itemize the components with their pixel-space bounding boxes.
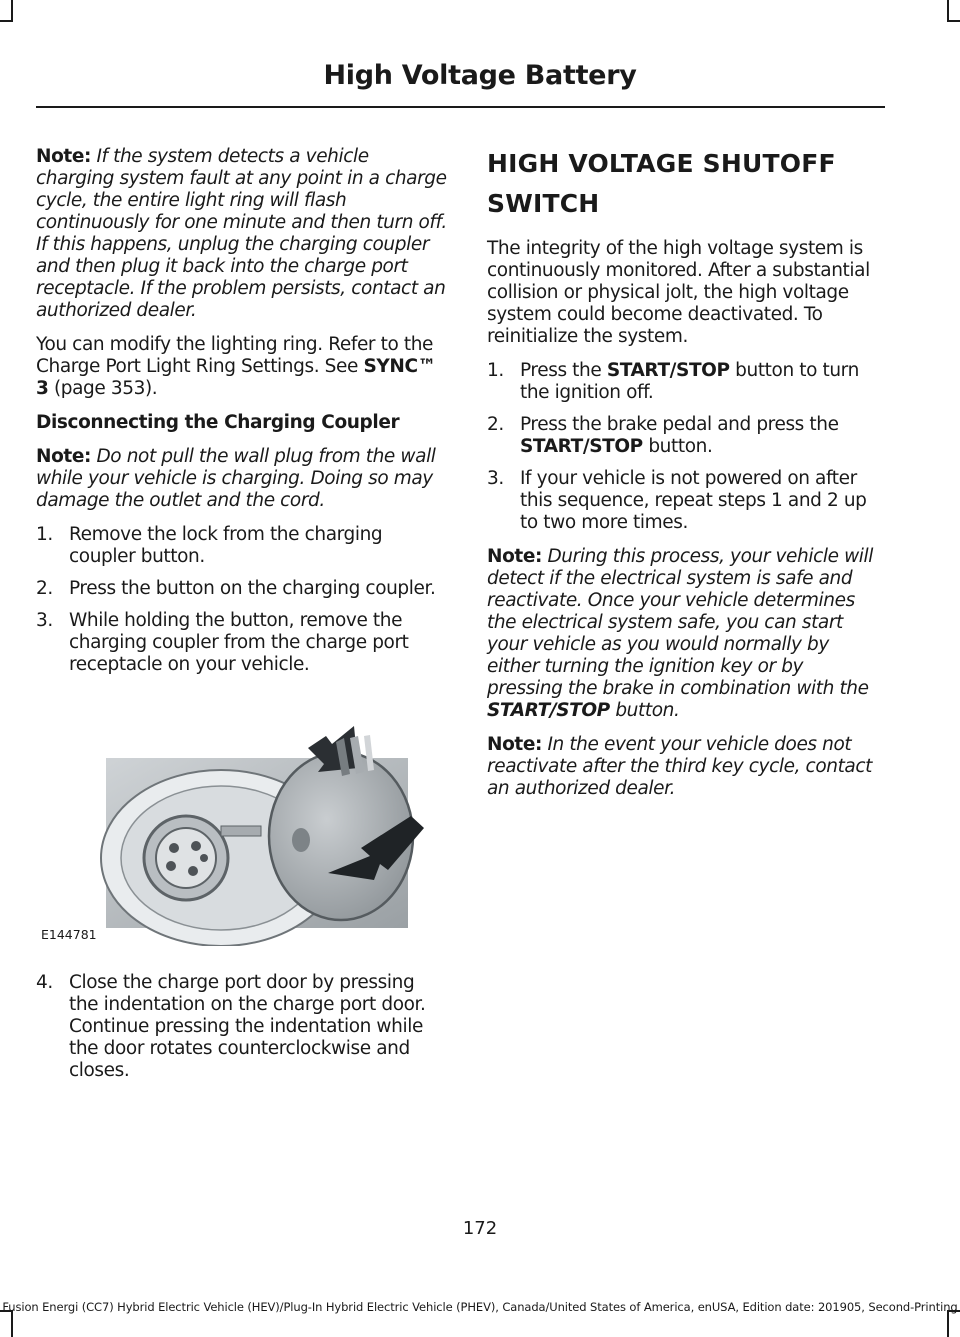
step-number: 2. xyxy=(487,414,504,435)
charge-port-illustration xyxy=(36,698,448,946)
list-item xyxy=(487,360,883,404)
section-title xyxy=(487,146,883,222)
charge-port-drawing xyxy=(36,698,448,946)
page-number: 172 xyxy=(462,1218,498,1239)
crop-mark xyxy=(0,20,13,22)
note-dealer xyxy=(487,734,883,800)
sync-link[interactable]: SYNC™ 3 xyxy=(36,356,436,399)
section-title-line: SWITCH xyxy=(487,189,600,218)
note-label: Note: xyxy=(487,546,542,567)
left-column xyxy=(36,146,448,1094)
note-wall-plug xyxy=(36,446,448,512)
step-number: 3. xyxy=(487,468,504,489)
step-text: If your vehicle is not powered on after this sequence, repeat steps 1 and 2 up to two more times. xyxy=(520,468,867,533)
note-text: button. xyxy=(609,700,680,721)
list-item xyxy=(36,972,448,1082)
button-name: START/STOP xyxy=(606,360,730,381)
section-title-line: HIGH VOLTAGE SHUTOFF xyxy=(487,149,836,178)
crop-mark xyxy=(11,0,13,22)
step-text: While holding the button, remove the charging coupler from the charge port receptacle on your vehicle. xyxy=(69,610,409,675)
step-number: 2. xyxy=(36,578,53,599)
list-item xyxy=(487,468,883,534)
step-text: button to turn the ignition off. xyxy=(520,360,859,403)
subheading-disconnecting: Disconnecting the Charging Coupler xyxy=(36,412,400,433)
close-door-steps xyxy=(36,972,448,1082)
header-rule xyxy=(36,106,885,108)
step-number: 1. xyxy=(36,524,53,545)
light-ring-paragraph xyxy=(36,334,448,400)
step-text: Press the xyxy=(520,360,607,381)
crop-mark xyxy=(947,20,960,22)
right-column xyxy=(487,146,883,812)
note-text: During this process, your vehicle will detect if the electrical system is safe and reactivate. Once your vehicle determines the electrical system safe, you can start your vehicle as you would normally by either turning the ignition key or by pressing the brake in combination with the xyxy=(487,546,874,699)
step-number: 4. xyxy=(36,972,53,993)
step-text: Remove the lock from the charging coupler button. xyxy=(69,524,383,567)
step-text: Close the charge port door by pressing the indentation on the charge port door. Continue pressing the indentation while the door rotates counterclockwise and closes. xyxy=(69,972,426,1081)
note-process xyxy=(487,546,883,722)
note-charging-fault xyxy=(36,146,448,322)
figure-code: E144781 xyxy=(41,927,97,942)
intro-paragraph: The integrity of the high voltage system is continuously monitored. After a substantial collision or physical jolt, the high voltage system could become deactivated. To reinitialize the system. xyxy=(487,238,870,347)
page-title: High Voltage Battery xyxy=(323,60,637,91)
button-name: START/STOP xyxy=(487,700,610,721)
crop-mark xyxy=(947,1310,949,1337)
step-text: Press the brake pedal and press the xyxy=(520,414,839,435)
button-name: START/STOP xyxy=(520,436,643,457)
crop-mark xyxy=(11,1310,13,1337)
step-number: 3. xyxy=(36,610,53,631)
step-text: Press the button on the charging coupler. xyxy=(69,578,436,599)
disconnect-steps xyxy=(36,524,448,676)
note-text: Do not pull the wall plug from the wall while your vehicle is charging. Doing so may damage the outlet and the cord. xyxy=(36,446,436,511)
note-text: If the system detects a vehicle charging system fault at any point in a charge cycle, the entire light ring will flash continuously for one minute and then turn off. If this happens, unplug the charging coupler and then plug it back into the charge port receptacle. If the problem persists, contact an authorized dealer. xyxy=(36,146,447,321)
note-label: Note: xyxy=(36,146,91,167)
reinitialize-steps xyxy=(487,360,883,534)
note-label: Note: xyxy=(487,734,542,755)
step-number: 1. xyxy=(487,360,504,381)
note-text: In the event your vehicle does not reactivate after the third key cycle, contact an authorized dealer. xyxy=(487,734,872,799)
paragraph-text: You can modify the lighting ring. Refer to the Charge Port Light Ring Settings. See xyxy=(36,334,434,377)
list-item xyxy=(487,414,883,458)
crop-mark xyxy=(947,0,949,22)
list-item xyxy=(36,578,448,600)
list-item xyxy=(36,524,448,568)
list-item xyxy=(36,610,448,676)
note-label: Note: xyxy=(36,446,91,467)
step-text: button. xyxy=(642,436,713,457)
page-reference: (page 353). xyxy=(48,378,158,399)
footer-text: Fusion Energi (CC7) Hybrid Electric Vehicle (HEV)/Plug-In Hybrid Electric Vehicle (PHEV), Canada/United States of America, enUSA, Edition date: 201905, Second-Printing xyxy=(2,1300,958,1314)
